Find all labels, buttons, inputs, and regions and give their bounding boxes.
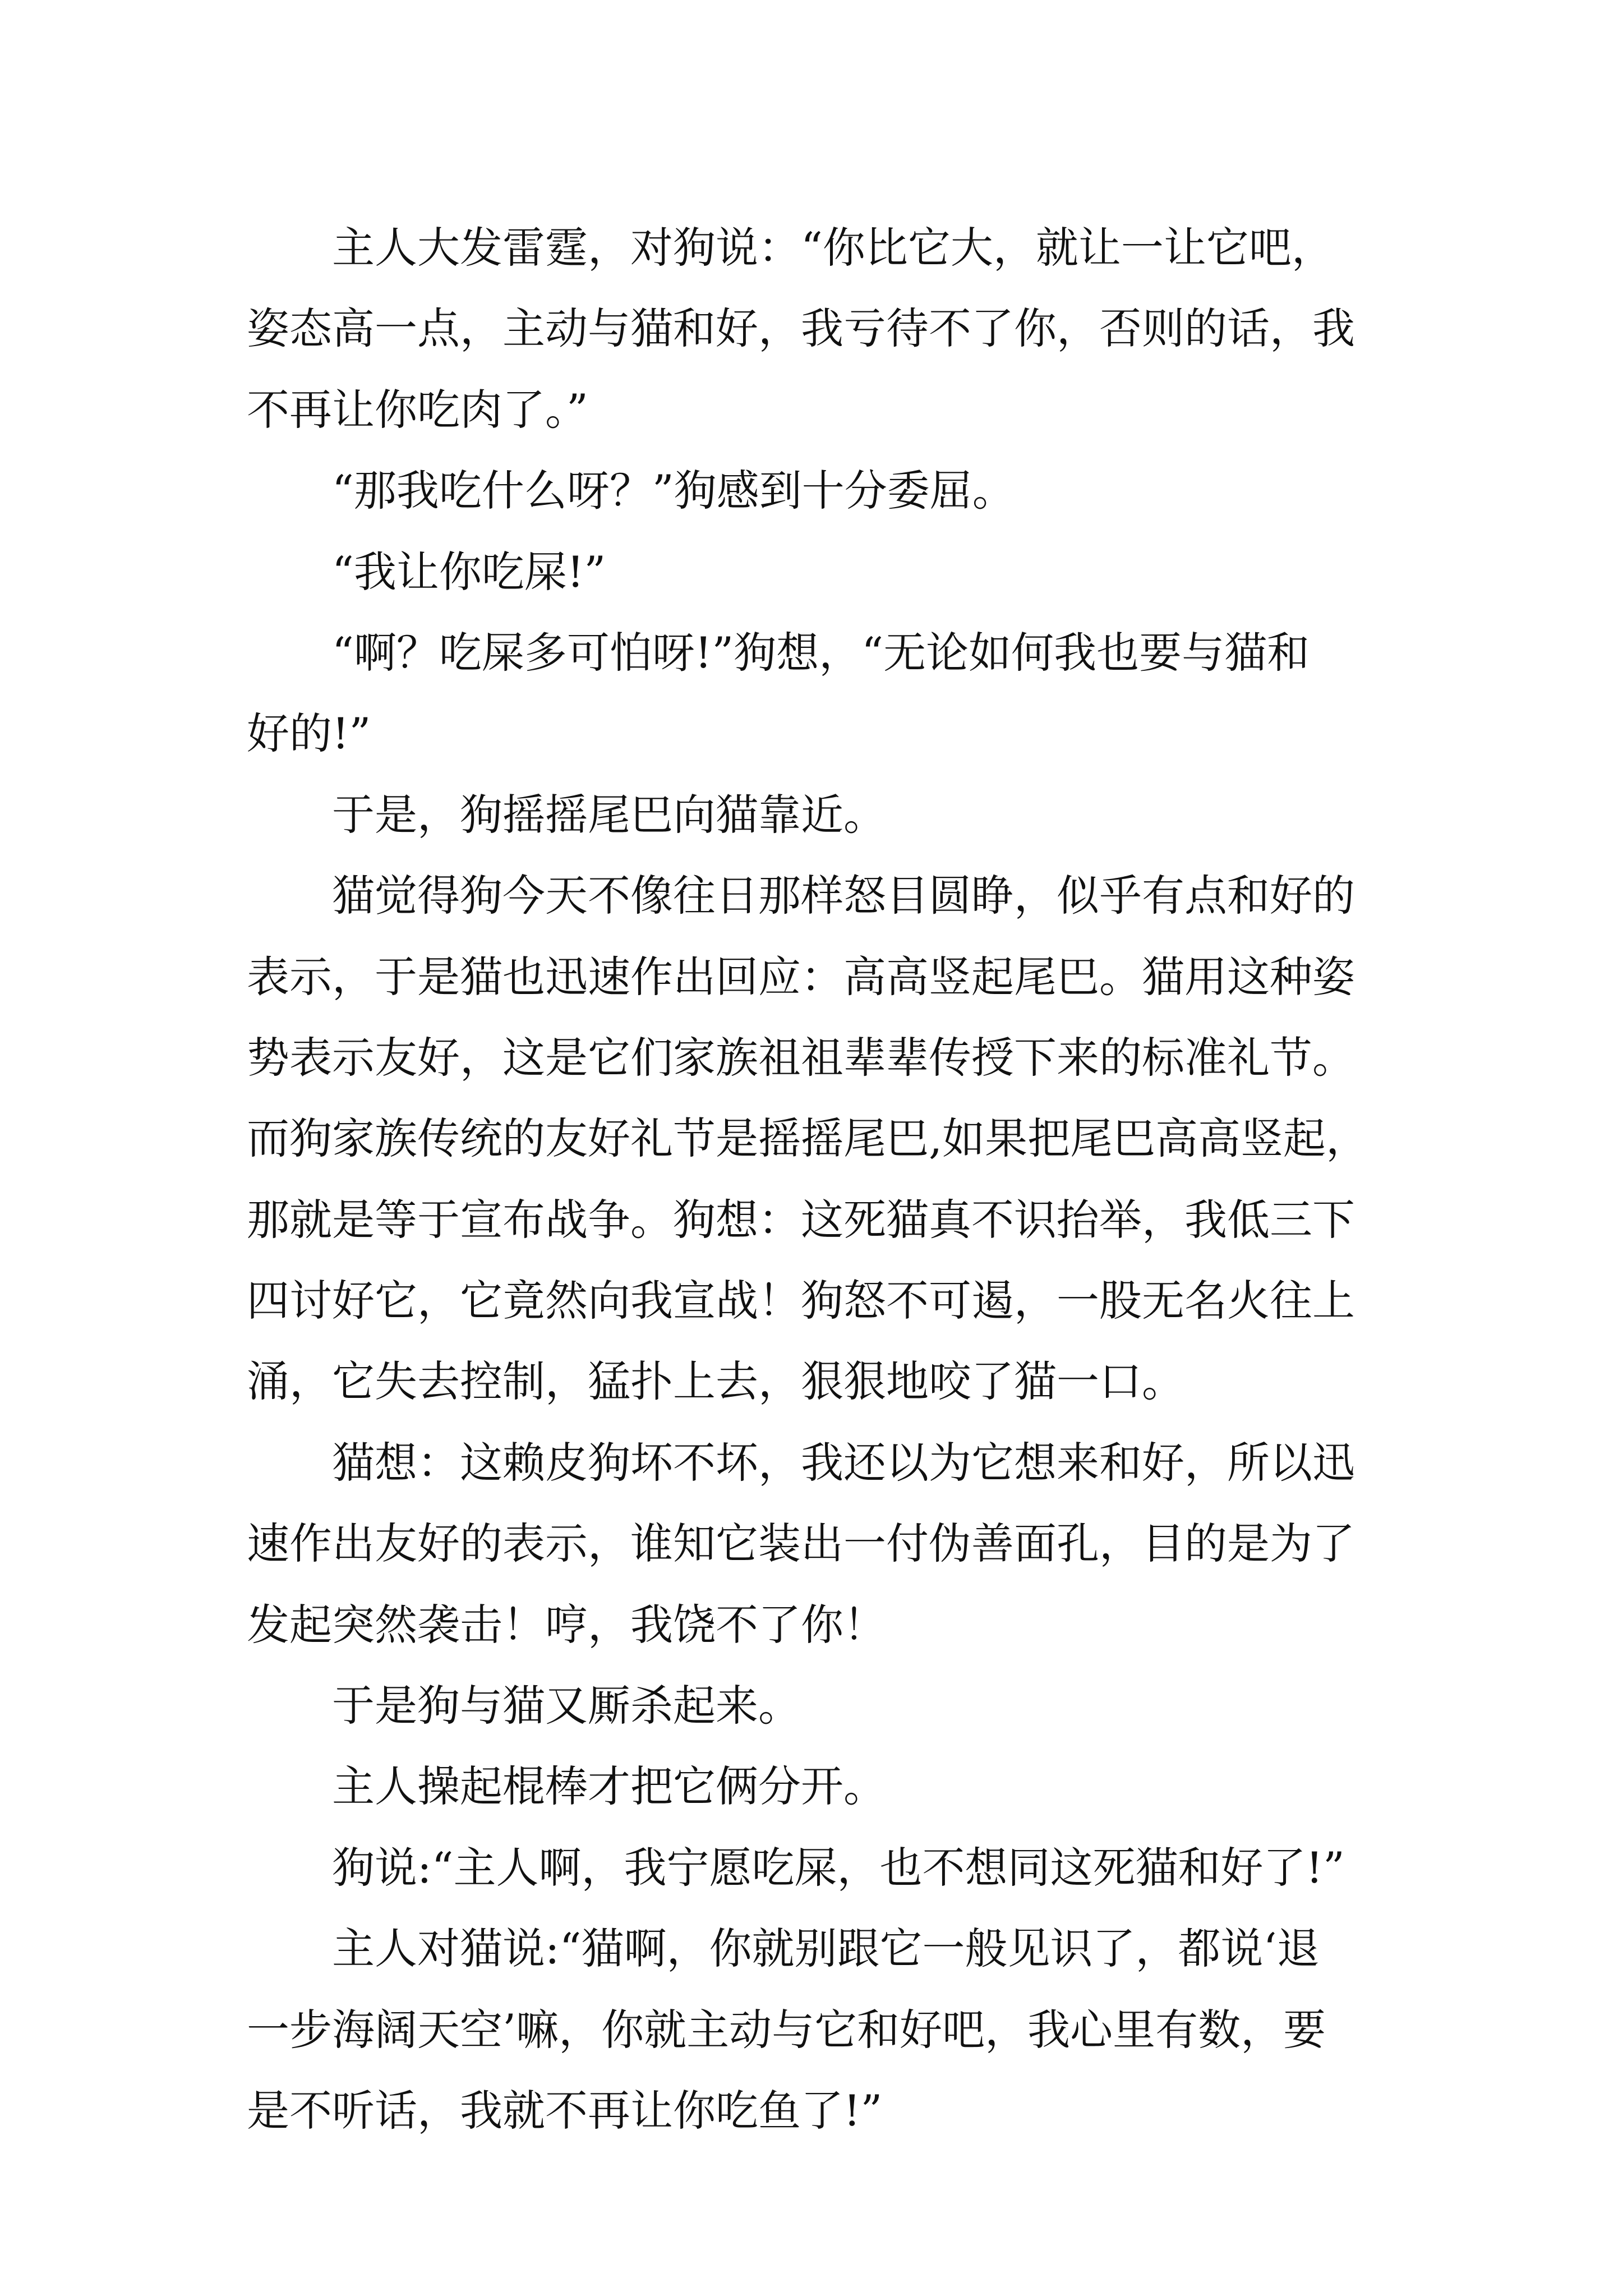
text-line: 而狗家族传统的友好礼节是摇摇尾巴,如果把尾巴高高竖起， xyxy=(247,1114,1369,1164)
text-line: 主人对猫说:“猫啊，你就别跟它一般见识了，都说‘退 xyxy=(332,1924,1320,1974)
body-text xyxy=(247,208,1424,2151)
text-line: 势表示友好，这是它们家族祖祖辈辈传授下来的标准礼节。 xyxy=(247,1032,1355,1083)
text-line: 于是，狗摇摇尾巴向猫靠近。 xyxy=(332,789,886,840)
text-line: 涌，它失去控制，猛扑上去，狠狠地咬了猫一口。 xyxy=(247,1356,1184,1407)
text-line: 那就是等于宣布战争。狗想：这死猫真不识抬举，我低三下 xyxy=(247,1194,1355,1245)
text-line: 一步海阔天空’嘛，你就主动与它和好吧，我心里有数，要 xyxy=(247,2004,1326,2055)
text-line: 好的!” xyxy=(247,708,371,759)
text-line: 主人大发雷霆，对狗说：“你比它大，就让一让它吧， xyxy=(332,223,1334,273)
text-line: 四讨好它，它竟然向我宣战！狗怒不可遏，一股无名火往上 xyxy=(247,1276,1355,1326)
text-line: 主人操起棍棒才把它俩分开。 xyxy=(332,1761,886,1812)
text-line: 猫想：这赖皮狗坏不坏，我还以为它想来和好，所以迅 xyxy=(332,1437,1355,1488)
text-line: 是不听话，我就不再让你吃鱼了!” xyxy=(247,2085,883,2136)
text-line: 表示，于是猫也迅速作出回应：高高竖起尾巴。猫用这种姿 xyxy=(247,951,1355,1002)
text-line: “我让你吃屎!” xyxy=(332,546,606,597)
text-line: 猫觉得狗今天不像往日那样怒目圆睁，似乎有点和好的 xyxy=(332,871,1355,921)
text-line: 于是狗与猫又厮杀起来。 xyxy=(332,1681,801,1731)
text-line: 狗说:“主人啊，我宁愿吃屎，也不想同这死猫和好了!” xyxy=(332,1842,1345,1893)
text-line: 不再让你吃肉了。” xyxy=(247,384,588,435)
text-line: “啊？吃屎多可怕呀!”狗想，“无论如何我也要与猫和 xyxy=(332,627,1310,678)
text-line: 速作出友好的表示，谁知它装出一付伪善面孔，目的是为了 xyxy=(247,1519,1355,1569)
text-line: “那我吃什么呀？”狗感到十分委屈。 xyxy=(332,466,1015,516)
text-line: 姿态高一点，主动与猫和好，我亏待不了你，否则的话，我 xyxy=(247,303,1355,354)
text-line: 发起突然袭击！哼，我饶不了你！ xyxy=(247,1599,886,1650)
